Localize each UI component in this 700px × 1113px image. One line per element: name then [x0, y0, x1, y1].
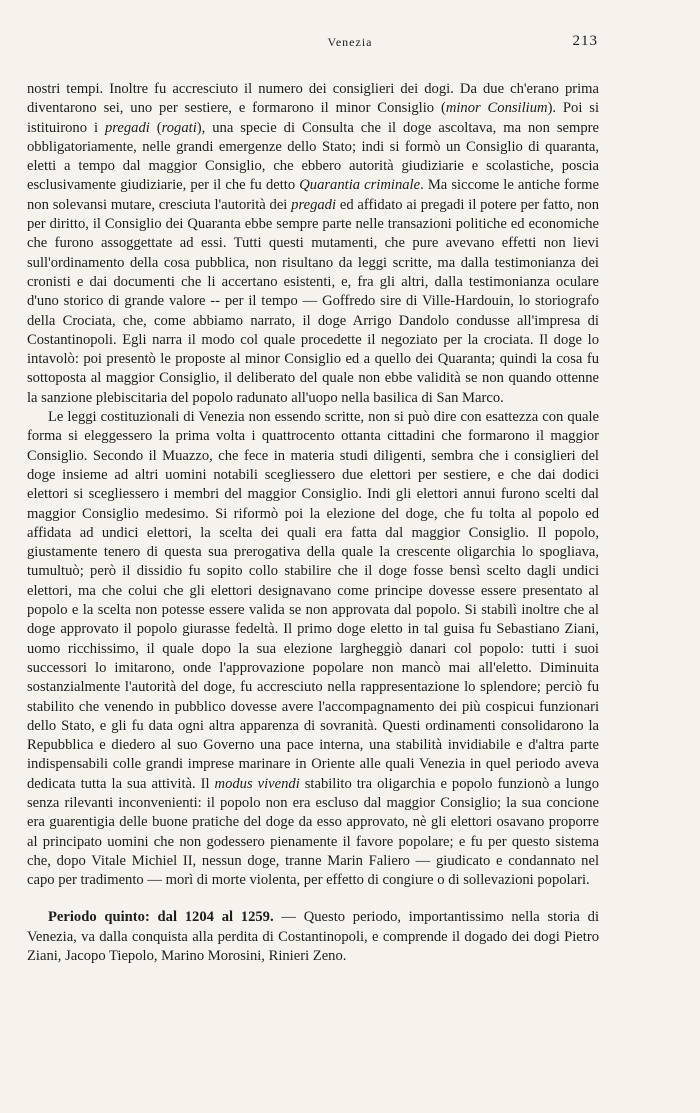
italic-rogati: rogati — [161, 119, 197, 136]
page-number: 213 — [572, 33, 598, 49]
paragraph-continuation: nostri tempi. Inoltre fu accresciuto il numero dei consiglieri dei dogi. Da due ch'erano prima diventarono sei, uno per sestiere, e formarono il minor Consiglio (minor Consilium). Poi si istituirono i pregadi (rogati), una specie di Consulta che il doge ascoltava, ma non sempre obbligatoriamente, nelle grandi emergenze dello Stato; indi si formò un Consiglio di quaranta, eletti a tempo dal maggior Consiglio, che ebbero autorità giudiziarie e scolastiche, poscia esclusivamente giudiziarie, per il che fu detto Quarantia criminale. Ma siccome le antiche forme non solevansi mutare, cresciuta l'autorità dei pregadi ed affidato ai pregadi il potere per fatto, non per diritto, il Consiglio dei Quaranta ebbe sempre parte nelle transazioni politiche ed economiche che furono assoggettate ad essi. Tutti questi mutamenti, che pure avevano effetti non lievi sull'ordinamento della cosa pubblica, non risultano da leggi scritte, ma dalla testimonianza dei cronisti e dai documenti che li accertano esistenti, e, fra gli altri, dalla testimonianza oculare d'uno storico di grande valore -- per il tempo — Goffredo sire di Ville-Hardouin, lo storiografo della Crociata, che, come abbiamo narrato, il doge Arrigo Dandolo condusse all'impresa di Costantinopoli. Egli narra il modo col quale procedette il negoziato per la crociata. Il doge lo intavolò: poi presentò le proposte al minor Consiglio ed a quello dei Quaranta; quindi la cosa fu sottoposta al maggior Consiglio, il deliberato del quale non ebbe validità se non quando ottenne la sanzione plebiscitaria del popolo radunato all'uopo nella basilica di San Marco. — [27, 81, 599, 406]
paragraph-leggi-costituzionali: Le leggi costituzionali di Venezia non essendo scritte, non si può dire con esattezza con quale forma si eleggessero la prima volta i quattrocento ottanta cittadini che formarono il maggior Consiglio. Secondo il Muazzo, che fece in materia studi diligenti, sembra che i consiglieri del doge insieme ad altri uomini notabili scegliessero due elettori per sestiere, e che dai dodici elettori si scegliessero i membri del maggior Consiglio. Indi gli elettori annui furono scelti dal maggior Consiglio medesimo. Si riformò poi la elezione del doge, che fu tolta al popolo ed affidata ad undici elettori, la scelta dei quali era fatta dal maggior Consiglio. Il popolo, giustamente tenero di questa sua prerogativa della quale la crescente oligarchia lo spogliava, tumultuò; però il dissidio fu sopito collo stabilire che il doge fosse bensì scelto dagli undici elettori, ma che colui che gli elettori designavano come principe dovesse essere presentato al popolo e la scelta non potesse essere valida se non approvata dal popolo. Si stabilì inoltre che al doge approvato il popolo giurasse fedeltà. Il primo doge eletto in tal guisa fu Sebastiano Ziani, uomo ricchissimo, il quale dopo la sua elezione largheggiò danari col popolo: tutti i suoi successori lo imitarono, onde l'approvazione popolare non mancò mai all'eletto. Diminuita sostanzialmente l'autorità del doge, fu accresciuto nella rappresentazione lo splendore; perciò fu stabilito che venendo in pubblico dovesse avere l'accompagnamento dei più cospicui funzionari dello Stato, e gli fu data ogni altra apparenza di sovranità. Questi ordinamenti consolidarono la Repubblica e diedero al suo Governo una pace interna, una stabilità invidiabile e d'altra parte indispensabili colle grandi imprese marinare in Oriente alle quali Venezia in quel periodo aveva dedicata tutta la sua attività. Il modus vivendi stabilito tra oligarchia e popolo funzionò a lungo senza rilevanti inconvenienti: il popolo non era escluso dal maggior Consiglio; la sua concione era guarentigia delle buone pratiche del doge da esso approvato, nè gli elettori osavano proporre al principato uomini che non godessero pienamente il favore popolare; e fu per questo sistema che, dopo Vitale Michiel II, nessun doge, tranne Marin Faliero — giudicato e condannato nel capo per tradimento — morì di morte violenta, per effetto di congiure o di sollevazioni popolari. — [27, 409, 600, 889]
body-text — [27, 80, 599, 966]
running-head-title: Venezia — [327, 35, 373, 49]
section-heading-periodo-quinto: Periodo quinto: dal 1204 al 1259. — [48, 909, 274, 926]
italic-quarantia-criminale: Quarantia criminale — [299, 177, 421, 194]
italic-pregadi-2: pregadi — [291, 196, 337, 213]
italic-modus-vivendi: modus vivendi — [214, 775, 300, 792]
italic-pregadi: pregadi — [104, 119, 150, 136]
running-head — [0, 33, 700, 53]
paragraph-periodo-quinto: Periodo quinto: dal 1204 al 1259. — Questo periodo, importantissimo nella storia di Venezia, va dalla conquista alla perdita di Costantinopoli, e comprende il dogado dei dogi Pietro Ziani, Jacopo Tiepolo, Marino Morosini, Rinieri Zeno. — [27, 909, 599, 965]
italic-minor-consilium: minor Consilium — [445, 100, 548, 117]
